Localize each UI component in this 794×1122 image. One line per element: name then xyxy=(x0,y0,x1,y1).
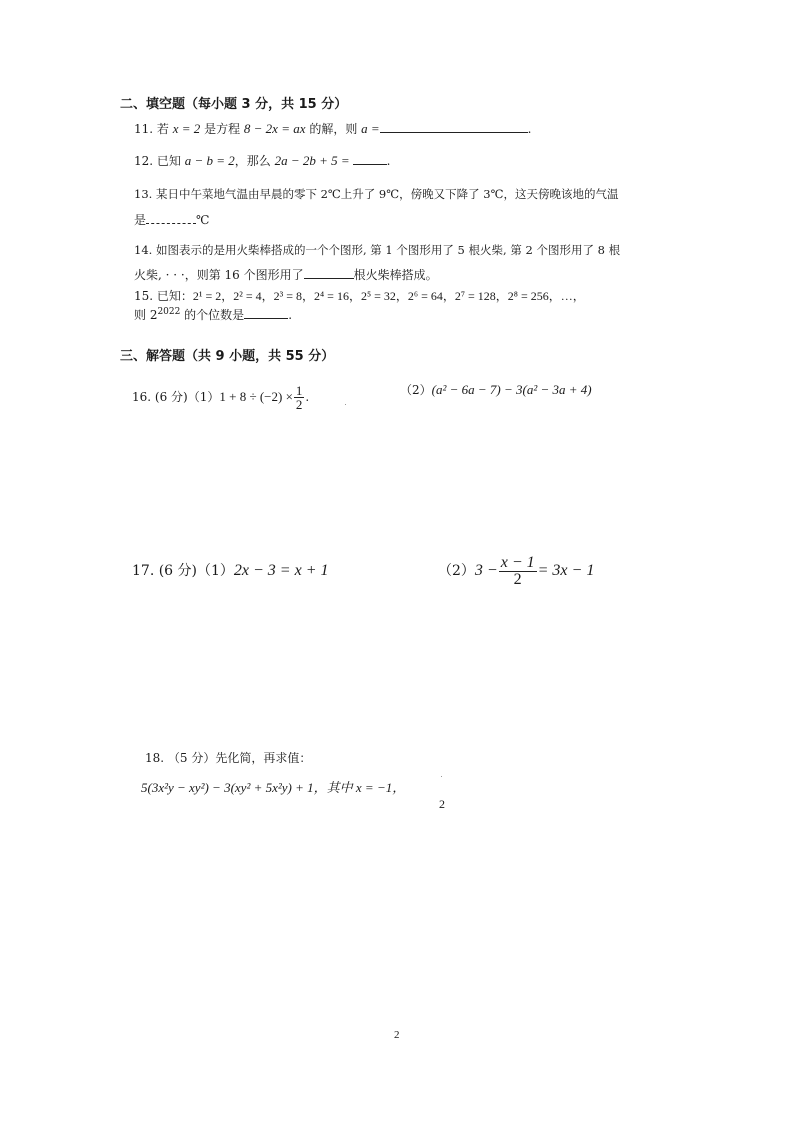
question-16-part-1 xyxy=(132,384,309,411)
q16-fraction-numerator: 1 xyxy=(295,383,303,398)
q13-unit: ℃ xyxy=(196,213,210,227)
q17-part2-label: （2） xyxy=(438,563,475,579)
q16-fraction xyxy=(294,384,305,411)
question-11 xyxy=(134,120,532,137)
section-2-heading: 二、填空题（每小题 3 分，共 15 分） xyxy=(120,97,348,112)
q14-answer-blank[interactable] xyxy=(304,266,354,279)
q15-answer-blank[interactable] xyxy=(244,306,288,319)
q15-exponent: 2022 xyxy=(157,307,181,317)
scan-speck xyxy=(345,404,346,405)
section-3-heading: 三、解答题（共 9 小题，共 55 分） xyxy=(120,349,335,364)
q15-line2-end: . xyxy=(288,308,293,322)
q11-mid-2: 的解，则 xyxy=(305,122,362,136)
question-13-line-1: 13. 某日中午菜地气温由早晨的零下 2℃上升了 9℃，傍晚又下降了 3℃，这天傍晚该地的气温 xyxy=(134,187,619,201)
q17-label: 17. (6 分)（1） xyxy=(132,563,234,579)
question-18-label: 18. （5 分）先化简，再求值： xyxy=(145,751,312,765)
q11-end: . xyxy=(527,122,532,136)
q16-fraction-denominator: 2 xyxy=(295,397,303,412)
q13-answer-blank[interactable] xyxy=(146,211,196,224)
q17-fraction xyxy=(499,555,537,588)
scan-speck xyxy=(441,776,442,777)
q12-prefix: 12. 已知 xyxy=(134,154,185,168)
q12-answer-blank[interactable] xyxy=(353,152,387,165)
q12-end: . xyxy=(386,154,391,168)
q12-math-1: a − b = 2 xyxy=(184,153,235,168)
q15-line1-prefix: 15. 已知： xyxy=(134,289,193,303)
q16-part1-end: . xyxy=(305,390,310,404)
q15-line2-mid: 的个位数是 xyxy=(180,308,245,322)
q17-fraction-denominator: 2 xyxy=(513,570,522,588)
question-12 xyxy=(134,152,391,169)
question-17-part-1 xyxy=(132,561,329,581)
q12-math-2: 2a − 2b + 5 = xyxy=(274,153,350,168)
q16-part1-expression: 1 + 8 ÷ (−2) × xyxy=(219,389,293,404)
question-13-line-2 xyxy=(134,211,209,228)
q14-line2-end: 根火柴棒搭成。 xyxy=(353,268,438,282)
question-15-line-1 xyxy=(134,288,585,304)
q11-math-2: 8 − 2x = ax xyxy=(243,121,306,136)
q11-math-1: x = 2 xyxy=(172,121,201,136)
question-14-line-1: 14. 如图表示的是用火柴棒搭成的一个个图形, 第 1 个图形用了 5 根火柴, 第 2 个图形用了 8 根 xyxy=(134,243,621,257)
q17-part2-post: = 3x − 1 xyxy=(537,562,595,579)
question-14-line-2 xyxy=(134,266,438,283)
q11-answer-blank[interactable] xyxy=(380,120,528,133)
question-18-expression: 5(3x²y − xy²) − 3(xy² + 5x²y) + 1，其中 x = −1， xyxy=(141,780,406,795)
q16-part2-expression: (a² − 6a − 7) − 3(a² − 3a + 4) xyxy=(431,382,592,397)
q13-line2-prefix: 是 xyxy=(134,213,147,227)
q17-fraction-numerator: x − 1 xyxy=(500,553,535,571)
q14-line2-prefix: 火柴, · · ·，则第 16 个图形用了 xyxy=(134,268,304,282)
q15-line2-prefix: 则 2 xyxy=(134,308,158,322)
q18-stray-digit: 2 xyxy=(439,797,445,811)
question-15-line-2 xyxy=(134,306,292,323)
q16-label: 16. (6 分)（1） xyxy=(132,390,220,404)
question-17-part-2 xyxy=(438,553,594,589)
q16-part2-label: （2） xyxy=(400,383,432,397)
page-number: 2 xyxy=(394,1029,400,1041)
q12-mid: ，那么 xyxy=(234,154,275,168)
question-16-part-2 xyxy=(400,382,592,398)
q17-part1-equation: 2x − 3 = x + 1 xyxy=(233,562,329,579)
q11-math-3: a = xyxy=(361,121,380,136)
q11-mid: 是方程 xyxy=(200,122,244,136)
q11-prefix: 11. 若 xyxy=(134,122,173,136)
q15-powers-sequence: 2¹ = 2，2² = 4，2³ = 8，2⁴ = 16，2⁵ = 32，2⁶ = 64，2⁷ = 128，2⁸ = 256，…， xyxy=(192,289,585,303)
q17-part2-pre: 3 − xyxy=(474,562,498,579)
